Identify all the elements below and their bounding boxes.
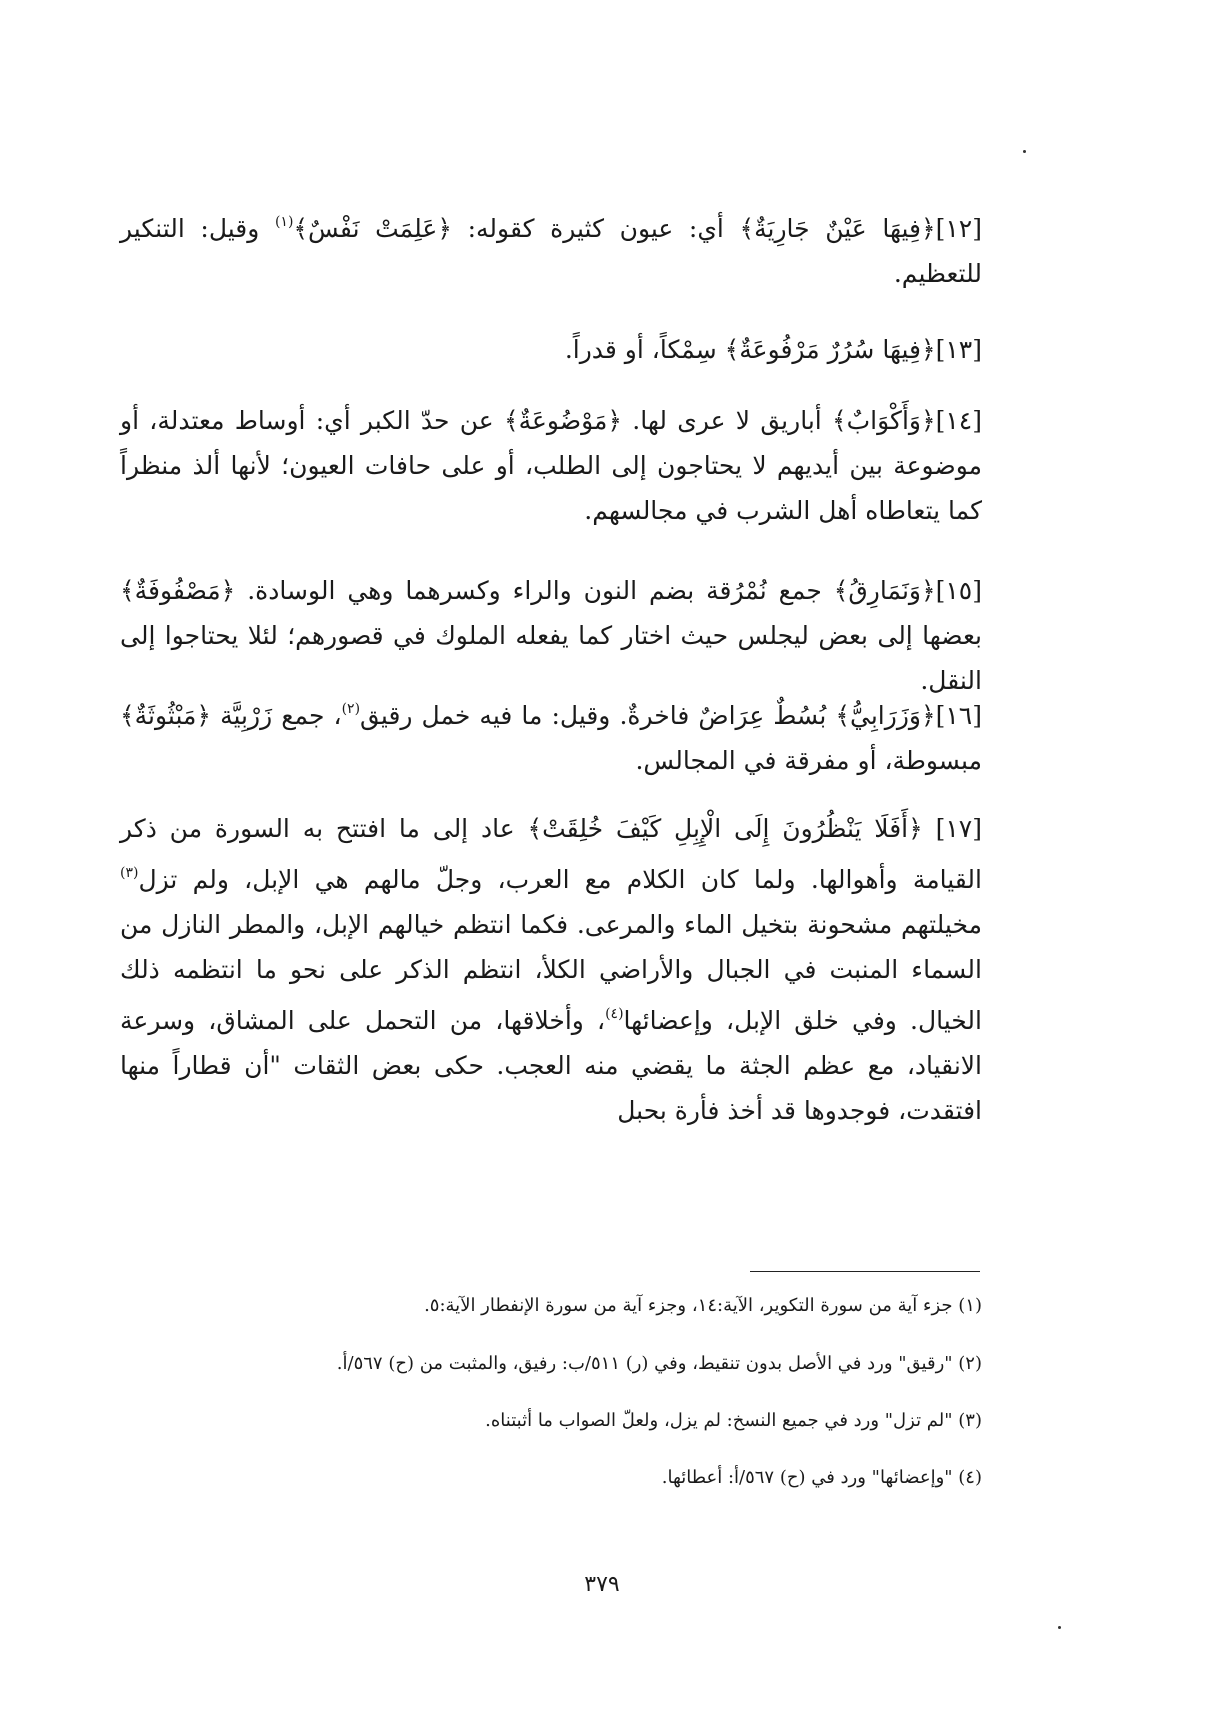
footnote-3: (٣) "لم تزل" ورد في جميع النسخ: لم يزل، ولعلّ الصواب ما أثبتناه. — [485, 1410, 982, 1431]
scan-speck — [1023, 150, 1026, 153]
footnote-ref-3: (٣) — [120, 865, 139, 881]
scan-speck — [1058, 1626, 1061, 1629]
paragraph-16-part-2: ، جمع زَرْبِيَّة ﴿مَبْثُوثَةٌ﴾ مبسوطة، أو مفرقة في المجالس. — [120, 701, 982, 775]
paragraph-16-part-1: [١٦]﴿وَزَرَابِيُّ﴾ بُسُطٌ عِرَاضٌ فاخرةٌ. وقيل: ما فيه خمل رقيق — [360, 701, 982, 730]
footnote-2: (٢) "رقيق" ورد في الأصل بدون تنقيط، وفي (ر) ٥١١/ب: رفيق، والمثبت من (ح) ٥٦٧/أ. — [336, 1353, 982, 1374]
footnote-ref-2: (٢) — [341, 701, 361, 717]
paragraph-12-part-2: وقيل: التنكير للتعظيم. — [120, 214, 982, 288]
paragraph-17-part-1: [١٧] ﴿أَفَلَا يَنْظُرُونَ إِلَى الْإِبِلِ كَيْفَ خُلِقَتْ﴾ عاد إلى ما افتتح به السورة من ذكر القيامة وأهوالها. ولما كان الكلام مع العرب، وجلّ مالهم هي الإبل، ولم تزل — [120, 814, 982, 894]
paragraph-17 — [120, 806, 982, 1133]
paragraph-17-part-2: مخيلتهم مشحونة بتخيل الماء والمرعى. فكما انتظم خيالهم الإبل، والمطر النازل من السماء المنبت في الجبال والأراضي الكلأ، انتظم الذكر على نحو ما انتظمه ذلك الخيال. وفي خلق الإبل، وإعضائها — [120, 910, 982, 1035]
footnote-4: (٤) "وإعضائها" ورد في (ح) ٥٦٧/أ: أعطائها. — [661, 1467, 982, 1488]
paragraph-14: [١٤]﴿وَأَكْوَابٌ﴾ أباريق لا عرى لها. ﴿مَوْضُوعَةٌ﴾ عن حدّ الكبر أي: أوساط معتدلة، أو موضوعة بين أيديهم لا يحتاجون إلى الطلب، أو على حافات العيون؛ لأنها ألذ منظراً كما يتعاطاه أهل الشرب في مجالسهم. — [120, 406, 982, 525]
paragraph-13: [١٣]﴿فِيهَا سُرُرٌ مَرْفُوعَةٌ﴾ سِمْكاً، أو قدراً. — [564, 335, 982, 364]
paragraph-17-part-3: ، وأخلاقها، من التحمل على المشاق، وسرعة الانقياد، مع عظم الجثة ما يقضي منه العجب. حكى بعض الثقات "أن قطاراً منها افتقدت، فوجدوها قد أخذ فأرة بحبل — [120, 1006, 982, 1125]
footnote-ref-4: (٤) — [605, 1006, 624, 1022]
paragraph-12 — [120, 200, 982, 296]
page-number: ٣٧٩ — [584, 1572, 620, 1597]
paragraph-12-part-1: [١٢]﴿فِيهَا عَيْنٌ جَارِيَةٌ﴾ أي: عيون كثيرة كقوله: ﴿عَلِمَتْ نَفْسٌ﴾ — [293, 214, 982, 243]
paragraph-15: [١٥]﴿وَنَمَارِقُ﴾ جمع نُمْرُقة بضم النون والراء وكسرهما وهي الوسادة. ﴿مَصْفُوفَةٌ﴾ بعضها إلى بعض ليجلس حيث اختار كما يفعله الملوك في قصورهم؛ لئلا يحتاجوا إلى النقل. — [120, 576, 982, 695]
footnote-divider — [750, 1271, 980, 1272]
footnote-1: (١) جزء آية من سورة التكوير، الآية:١٤، وجزء آية من سورة الإنفطار الآية:٥. — [424, 1295, 982, 1316]
footnote-ref-1: (١) — [274, 214, 294, 230]
paragraph-16 — [120, 687, 982, 783]
